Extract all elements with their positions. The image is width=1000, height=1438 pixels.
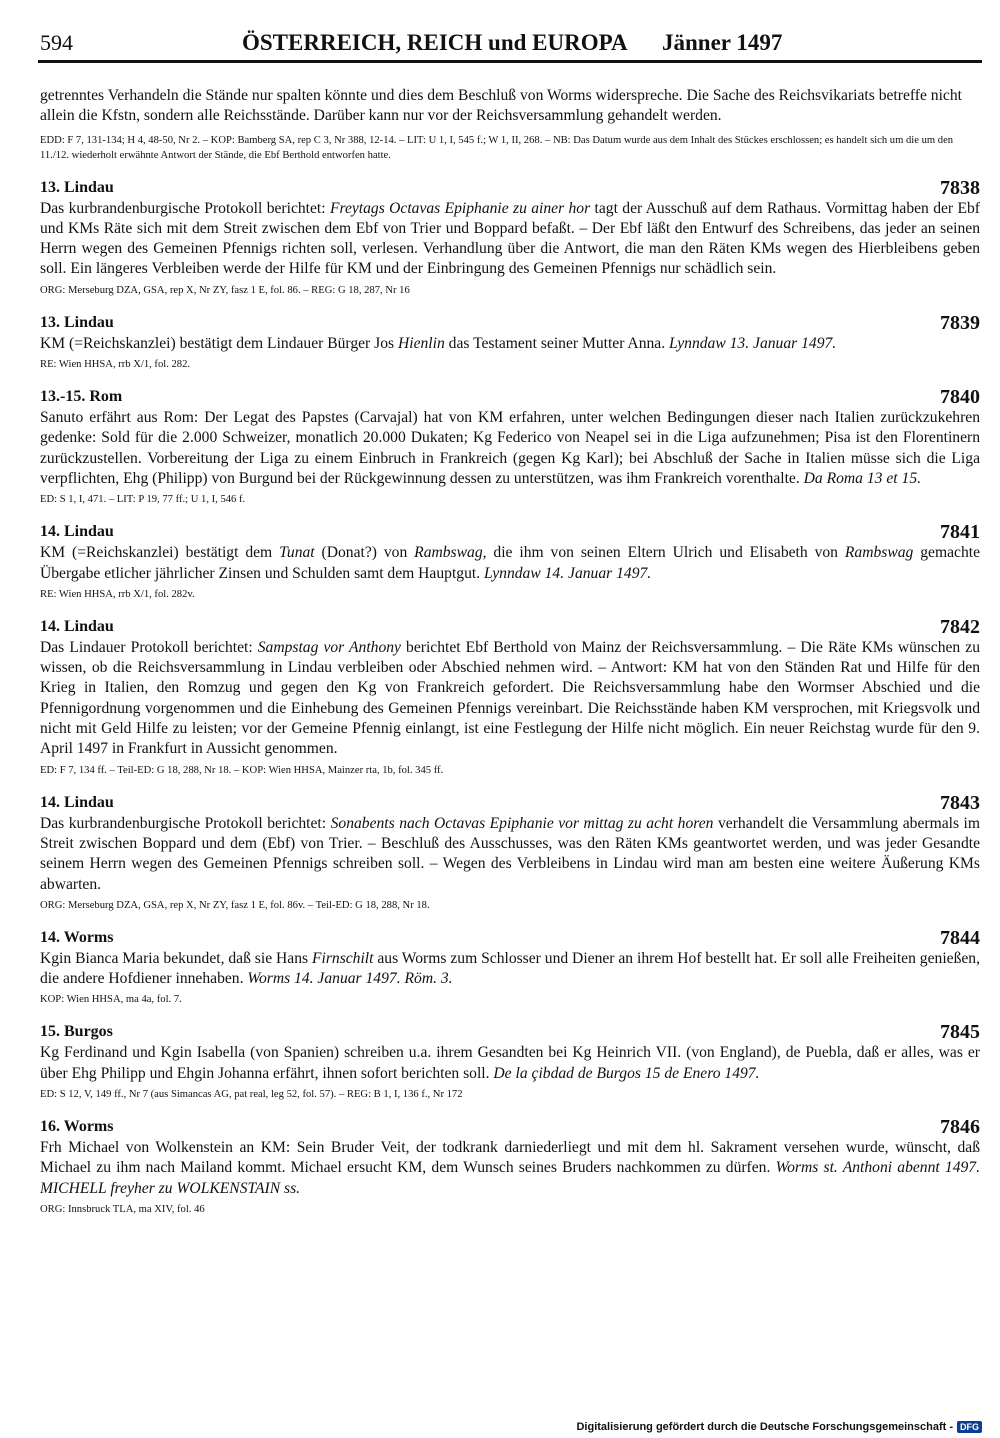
dfg-logo: DFG xyxy=(957,1421,982,1433)
entry-text xyxy=(40,814,980,895)
entry-date: 14. Lindau xyxy=(40,523,114,541)
page-date: Jänner 1497 xyxy=(662,30,783,55)
main-content xyxy=(40,86,980,1217)
entry-italic-segment: Firnschilt xyxy=(311,949,374,967)
entry-italic-segment: Lynndaw 14. Januar 1497. xyxy=(484,564,652,582)
entry-number: 7846 xyxy=(940,1116,980,1139)
entry-number: 7838 xyxy=(940,176,980,199)
entry-italic-segment: Da Roma 13 et 15. xyxy=(803,469,922,487)
entry-text xyxy=(40,1043,980,1084)
entry-italic-segment: Worms 14. Januar 1497. Röm. 3. xyxy=(247,970,453,988)
page-number: 594 xyxy=(40,30,73,55)
entry-number: 7842 xyxy=(940,615,980,638)
entry-number: 7844 xyxy=(940,926,980,949)
entry xyxy=(40,1116,980,1217)
entry-header xyxy=(40,521,980,543)
entry-italic-segment: Rambswag xyxy=(414,544,483,562)
entry-header xyxy=(40,312,980,334)
entry-text xyxy=(40,543,980,584)
entry-text-segment: aus Worms zum Schlosser und Diener an ihrem Hof bestellt hat. Er soll alle Freiheiten genießen, die andere Hofdiener innehaben. xyxy=(40,949,980,988)
entry-source: ED: S 12, V, 149 ff., Nr 7 (aus Simancas AG, pat real, leg 52, fol. 57). – REG: B 1, I, 136 f., Nr 172 xyxy=(40,1089,463,1101)
entry-source: ORG: Merseburg DZA, GSA, rep X, Nr ZY, fasz 1 E, fol. 86. – REG: G 18, 287, Nr 16 xyxy=(40,284,410,296)
entry-source: ED: S 1, I, 471. – LIT: P 19, 77 ff.; U 1, I, 546 f. xyxy=(40,494,246,506)
entry-italic-segment: Freytags Octavas Epiphanie zu ainer hor xyxy=(329,199,591,217)
entry-text-segment: Sanuto erfährt aus Rom: Der Legat des Papstes (Carvajal) hat von KM erfahren, unter welchen Bedingungen dieser nach Italien zurückzukehren gedenke: Sold für die 2.000 Schweizer, monatlich 20.000 Dukaten; Kg Federico von Neapel sei in die Liga aufzunehmen; Pisa ist den Florentinern zurückzustellen. Vorbereitung der Liga zu einem Einbruch in Frankreich (gegen Kg Karl); bei Abschluß der Sache in Italien müsse sich die Liga verpflichten, Ehg (Philipp) von Burgund bei der Rückgewinnung dessen zu unterstützen, was ihm Frankreich vorenthalte. xyxy=(40,409,980,487)
continuation-source: EDD: F 7, 131-134; H 4, 48-50, Nr 2. – KOP: Bamberg SA, rep C 3, Nr 388, 12-14. – LIT: U 1, I, 545 f.; W 1, II, 268. – NB: Das Datum wurde aus dem Inhalt des Stückes erschlossen; es handelt sich um die um den 11./12. wiederholt erwähnte Antwort der Stände, die Ebf Berthold entworfen hatte. xyxy=(40,134,954,161)
entry xyxy=(40,616,980,778)
entry-italic-segment: Hienlin xyxy=(397,334,445,352)
entry-text-segment: Das kurbrandenburgische Protokoll berichtet: xyxy=(40,814,331,832)
header-rule xyxy=(38,60,982,63)
entry-italic-segment: De la çibdad de Burgos 15 de Enero 1497. xyxy=(493,1064,760,1082)
entry-number: 7843 xyxy=(940,791,980,814)
entry xyxy=(40,792,980,913)
entry-date: 14. Worms xyxy=(40,928,114,946)
entry-header xyxy=(40,616,980,638)
entry xyxy=(40,521,980,602)
entry-header xyxy=(40,177,980,199)
entry-date: 13. Lindau xyxy=(40,313,114,331)
entry-italic-segment: Tunat xyxy=(279,544,315,562)
entry-text-segment: verhandelt die Versammlung abermals im Streit zwischen Boppard und dem (Ebf) von Trier. – Beschluß des Ausschusses, was den Räten KMs geantwortet werden, und was jeder Gesandte seinem Herrn wegen des Gemeinen Pfennigs schreiben soll. – Wegen des Verbleibens in Lindau wird man am besten eine weitere Äußerung KMs abwarten. xyxy=(40,814,980,893)
entry xyxy=(40,177,980,298)
entry-source: KOP: Wien HHSA, ma 4a, fol. 7. xyxy=(40,994,182,1006)
entry-text xyxy=(40,199,980,280)
entry-number: 7839 xyxy=(940,311,980,334)
entry-header xyxy=(40,1116,980,1138)
entry-text-segment: Das kurbrandenburgische Protokoll berichtet: xyxy=(40,199,330,217)
entry xyxy=(40,1021,980,1102)
entry xyxy=(40,927,980,1008)
entry-header xyxy=(40,927,980,949)
entry-text-segment: Das Lindauer Protokoll berichtet: xyxy=(40,638,258,656)
entry-italic-segment: Sampstag vor Anthony xyxy=(257,638,401,656)
entry-text-segment: (Donat?) von xyxy=(314,544,415,562)
page-header xyxy=(38,28,982,62)
entry-text-segment: Kgin Bianca Maria bekundet, daß sie Hans xyxy=(40,949,312,967)
entry-text xyxy=(40,408,980,489)
entry-number: 7840 xyxy=(940,386,980,409)
entry-source: RE: Wien HHSA, rrb X/1, fol. 282v. xyxy=(40,588,195,600)
entry-header xyxy=(40,792,980,814)
entry xyxy=(40,312,980,372)
entry-text-segment: berichtet Ebf Berthold von Mainz der Reichsversammlung. – Die Räte KMs wünschen zu wissen, ob die Reichsversammlung in Lindau verbleiben oder Abschied nehmen wird. – Antwort: KM hat von den Ständen Rat und Hilfe für den Krieg in Italien, den Romzug und gegen den Kg von Frankreich gefordert. Die Reichsversammlung habe den Wormser Abschied und die Pfennigordnung vorgenommen und die Einhebung des Gemeinen Pfennigs vereinbart. Die Reichsstände haben KM versprochen, mit Kriegsvolk und nicht mit Geld Hilfe zu leisten; vor der Gemeine Pfennig einlangt, ist eine Festlegung der Hilfe nicht möglich. Ein neuer Reichstag wurde für den 9. April 1497 in Frankfurt in Aussicht genommen. xyxy=(40,638,980,758)
entry-source: ORG: Innsbruck TLA, ma XIV, fol. 46 xyxy=(40,1203,205,1215)
entry-source: ORG: Merseburg DZA, GSA, rep X, Nr ZY, fasz 1 E, fol. 86v. – Teil-ED: G 18, 288, Nr 18. xyxy=(40,899,430,911)
footer-text: Digitalisierung gefördert durch die Deutsche Forschungsgemeinschaft - xyxy=(576,1421,953,1433)
continuation-text: getrenntes Verhandeln die Stände nur spalten könnte und dies dem Beschluß von Worms widerspreche. Die Sache des Reichsvikariats betreffe nicht allein die Kfstn, sondern alle Reichsstände. Darüber kann nur vor der Reichsversammlung gehandelt werden. xyxy=(40,87,962,125)
entry-text xyxy=(40,334,980,354)
entry-italic-segment: Worms st. Anthoni abennt 1497. MICHELL freyher zu WOLKENSTAIN ss. xyxy=(40,1159,980,1197)
entry-date: 15. Burgos xyxy=(40,1023,113,1041)
entry-header xyxy=(40,1021,980,1043)
entry-text-segment: Frh Michael von Wolkenstein an KM: Sein Bruder Veit, der todkrank darniederliegt und mit dem hl. Sakrament versehen wurde, wünscht, daß Michael zu ihm nach Mailand kommt. Michael ersucht KM, dem Wunsch seines Bruders nachkommen zu dürfen. xyxy=(40,1139,980,1177)
entry-number: 7845 xyxy=(940,1021,980,1044)
entry-text-segment: KM (=Reichskanzlei) bestätigt dem Lindauer Bürger Jos xyxy=(40,334,398,352)
page-title: ÖSTERREICH, REICH und EUROPA xyxy=(242,30,628,55)
entry-italic-segment: Rambswag xyxy=(844,544,914,562)
entry xyxy=(40,386,980,507)
entry-list xyxy=(40,177,980,1217)
entry-text-segment: , die ihm von seinen Eltern Ulrich und Elisabeth von xyxy=(482,544,845,562)
entry-source: ED: F 7, 134 ff. – Teil-ED: G 18, 288, Nr 18. – KOP: Wien HHSA, Mainzer rta, 1b, fol. 345 ff. xyxy=(40,764,444,776)
entry-text-segment: das Testament seiner Mutter Anna. xyxy=(444,334,670,352)
entry-date: 16. Worms xyxy=(40,1118,114,1136)
entry-number: 7841 xyxy=(940,521,980,544)
entry-date: 13.-15. Rom xyxy=(40,388,123,406)
entry-text xyxy=(40,1138,980,1199)
entry-text-segment: gemachte Übergabe etlicher jährlicher Zinsen und Schulden samt dem Hauptgut. xyxy=(40,544,980,582)
entry-source: RE: Wien HHSA, rrb X/1, fol. 282. xyxy=(40,359,191,371)
entry-text xyxy=(40,949,980,990)
entry-date: 14. Lindau xyxy=(40,617,114,635)
entry-text-segment: Kg Ferdinand und Kgin Isabella (von Spanien) schreiben u.a. ihrem Gesandten bei Kg Heinrich VII. (von England), de Puebla, daß er alles, was er über Ehg Philipp und Ehgin Johanna erfährt, ihnen sofort berichten soll. xyxy=(40,1044,980,1082)
entry-date: 13. Lindau xyxy=(40,178,114,196)
entry-text-segment: KM (=Reichskanzlei) bestätigt dem xyxy=(40,544,280,562)
entry-italic-segment: Sonabents nach Octavas Epiphanie vor mittag zu acht horen xyxy=(330,814,714,832)
entry-text xyxy=(40,638,980,760)
footer xyxy=(576,1418,982,1436)
entry-text-segment: tagt der Ausschuß auf dem Rathaus. Vormittag haben der Ebf und KMs Räte sich mit dem Streit zwischen dem Ebf von Trier und Boppard befaßt. – Der Ebf läßt den Entwurf des Schreibens, das jeder an seinen Herrn wegen des Gemeinen Pfennigs richten soll, verlesen. Verhandlung über die Antwort, die man den Räten KMs wegen des Hierbleibens geben soll. Ein längeres Verbleiben werde der Hilfe für KM und der Einbringung des Gemeinen Pfennigs nur schädlich sein. xyxy=(40,199,980,278)
entry-date: 14. Lindau xyxy=(40,793,114,811)
entry-italic-segment: Lynndaw 13. Januar 1497. xyxy=(669,334,837,352)
entry-header xyxy=(40,386,980,408)
